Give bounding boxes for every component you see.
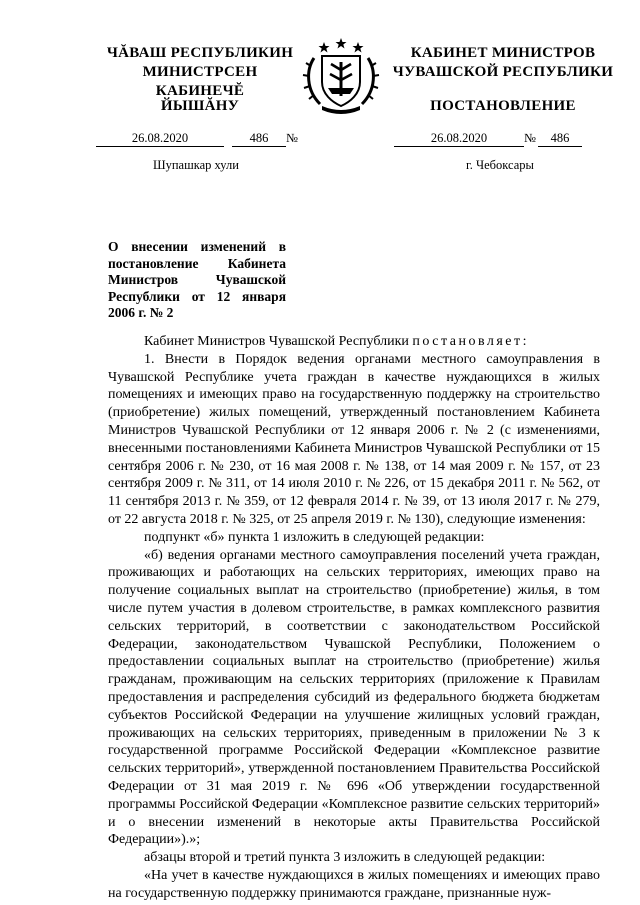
paragraph-5: «На учет в качестве нуждающихся в жилых помещениях и имеющих право на государственную поддержку принимаются граждане, признанные нуж- <box>108 867 600 901</box>
left-title-line2: МИНИСТРСЕН КАБИНЕЧĔ <box>142 64 258 99</box>
intro-decree-word: постановляет: <box>412 334 530 349</box>
right-authority-title <box>388 44 618 82</box>
document-body <box>108 333 600 903</box>
right-title-line2: ЧУВАШСКОЙ РЕСПУБЛИКИ <box>392 64 614 80</box>
document-heading: О внесении изменений в постановление Кабинета Министров Чувашской Республики от 12 января 2006 г. № 2 <box>108 239 286 320</box>
right-title-line1: КАБИНЕТ МИНИСТРОВ <box>410 45 596 61</box>
intro-prefix: Кабинет Министров Чувашской Республики <box>144 334 413 349</box>
left-doc-type: ЙЫШĂНУ <box>160 98 240 114</box>
right-city: г. Чебоксары <box>466 158 534 172</box>
left-number-sign: № <box>286 131 298 145</box>
paragraph-1: 1. Внести в Порядок ведения органами местного самоуправления в Чувашской Республике учета граждан в качестве нуждающихся в жилых помещениях и имеющих право на государственную поддержку на строительство (приобретение) жилых помещений, утвержденный постановлением Кабинета Министров Чувашской Республики от 12 января 2006 г. № 2 (с изменениями, внесенными постановлениями Кабинета Министров Чувашской Республики от 15 сентября 2006 г. № 230, от 16 мая 2008 г. № 138, от 14 мая 2009 г. № 157, от 23 сентября 2009 г. № 311, от 14 июля 2010 г. № 226, от 15 декабря 2011 г. № 562, от 11 сентября 2013 г. № 359, от 12 февраля 2014 г. № 39, от 13 июля 2017 г. № 279, от 22 августа 2018 г. № 325, от 25 апреля 2019 г. № 130), следующие изменения: <box>108 351 600 527</box>
left-city: Шупашкар хули <box>153 158 239 172</box>
left-date: 26.08.2020 <box>96 130 224 147</box>
paragraph-3: «б) ведения органами местного самоуправления поселений учета граждан, проживающих и работающих на сельских территориях, имеющих право на получение социальных выплат на строительство (приобретение) жилья, в том числе путем участия в долевом строительстве, в рамках комплексного развития сельских территорий, в соответствии с законодательством Российской Федерации, законодательством Чувашской Республики, Положением о предоставлении социальных выплат на строительство (приобретение) жилья гражданам, проживающим на сельских территориях (приложение к Правилам предоставления и распределения субсидий из федерального бюджета бюджетам субъектов Российской Федерации на улучшение жилищных условий граждан, проживающих на сельских территориях, приведенным в приложении № 3 к государственной программе Российской Федерации «Комплексное развитие сельских территорий», утвержденной постановлением Правительства Российской Федерации от 31 мая 2019 г. № 696 «Об утверждении государственной программы Российской Федерации «Комплексное развитие сельских территорий» и о внесении изменений в некоторые акты Правительства Российской Федерации»).»; <box>108 547 600 848</box>
chuvash-coat-of-arms-icon <box>300 36 382 118</box>
right-number-sign: № <box>524 131 536 145</box>
left-date-number <box>96 130 298 147</box>
intro-paragraph <box>108 333 600 351</box>
left-title-line1: ЧĂВАШ РЕСПУБЛИКИН <box>106 45 294 61</box>
left-number: 486 <box>232 130 286 147</box>
left-authority-title <box>100 44 300 101</box>
right-doc-type: ПОСТАНОВЛЕНИЕ <box>430 98 576 114</box>
paragraph-4: абзацы второй и третий пункта 3 изложить в следующей редакции: <box>144 850 546 866</box>
right-date-number <box>394 130 582 147</box>
paragraph-2: подпункт «б» пункта 1 изложить в следующей редакции: <box>144 529 485 545</box>
right-date: 26.08.2020 <box>394 130 524 147</box>
right-number: 486 <box>538 130 582 147</box>
